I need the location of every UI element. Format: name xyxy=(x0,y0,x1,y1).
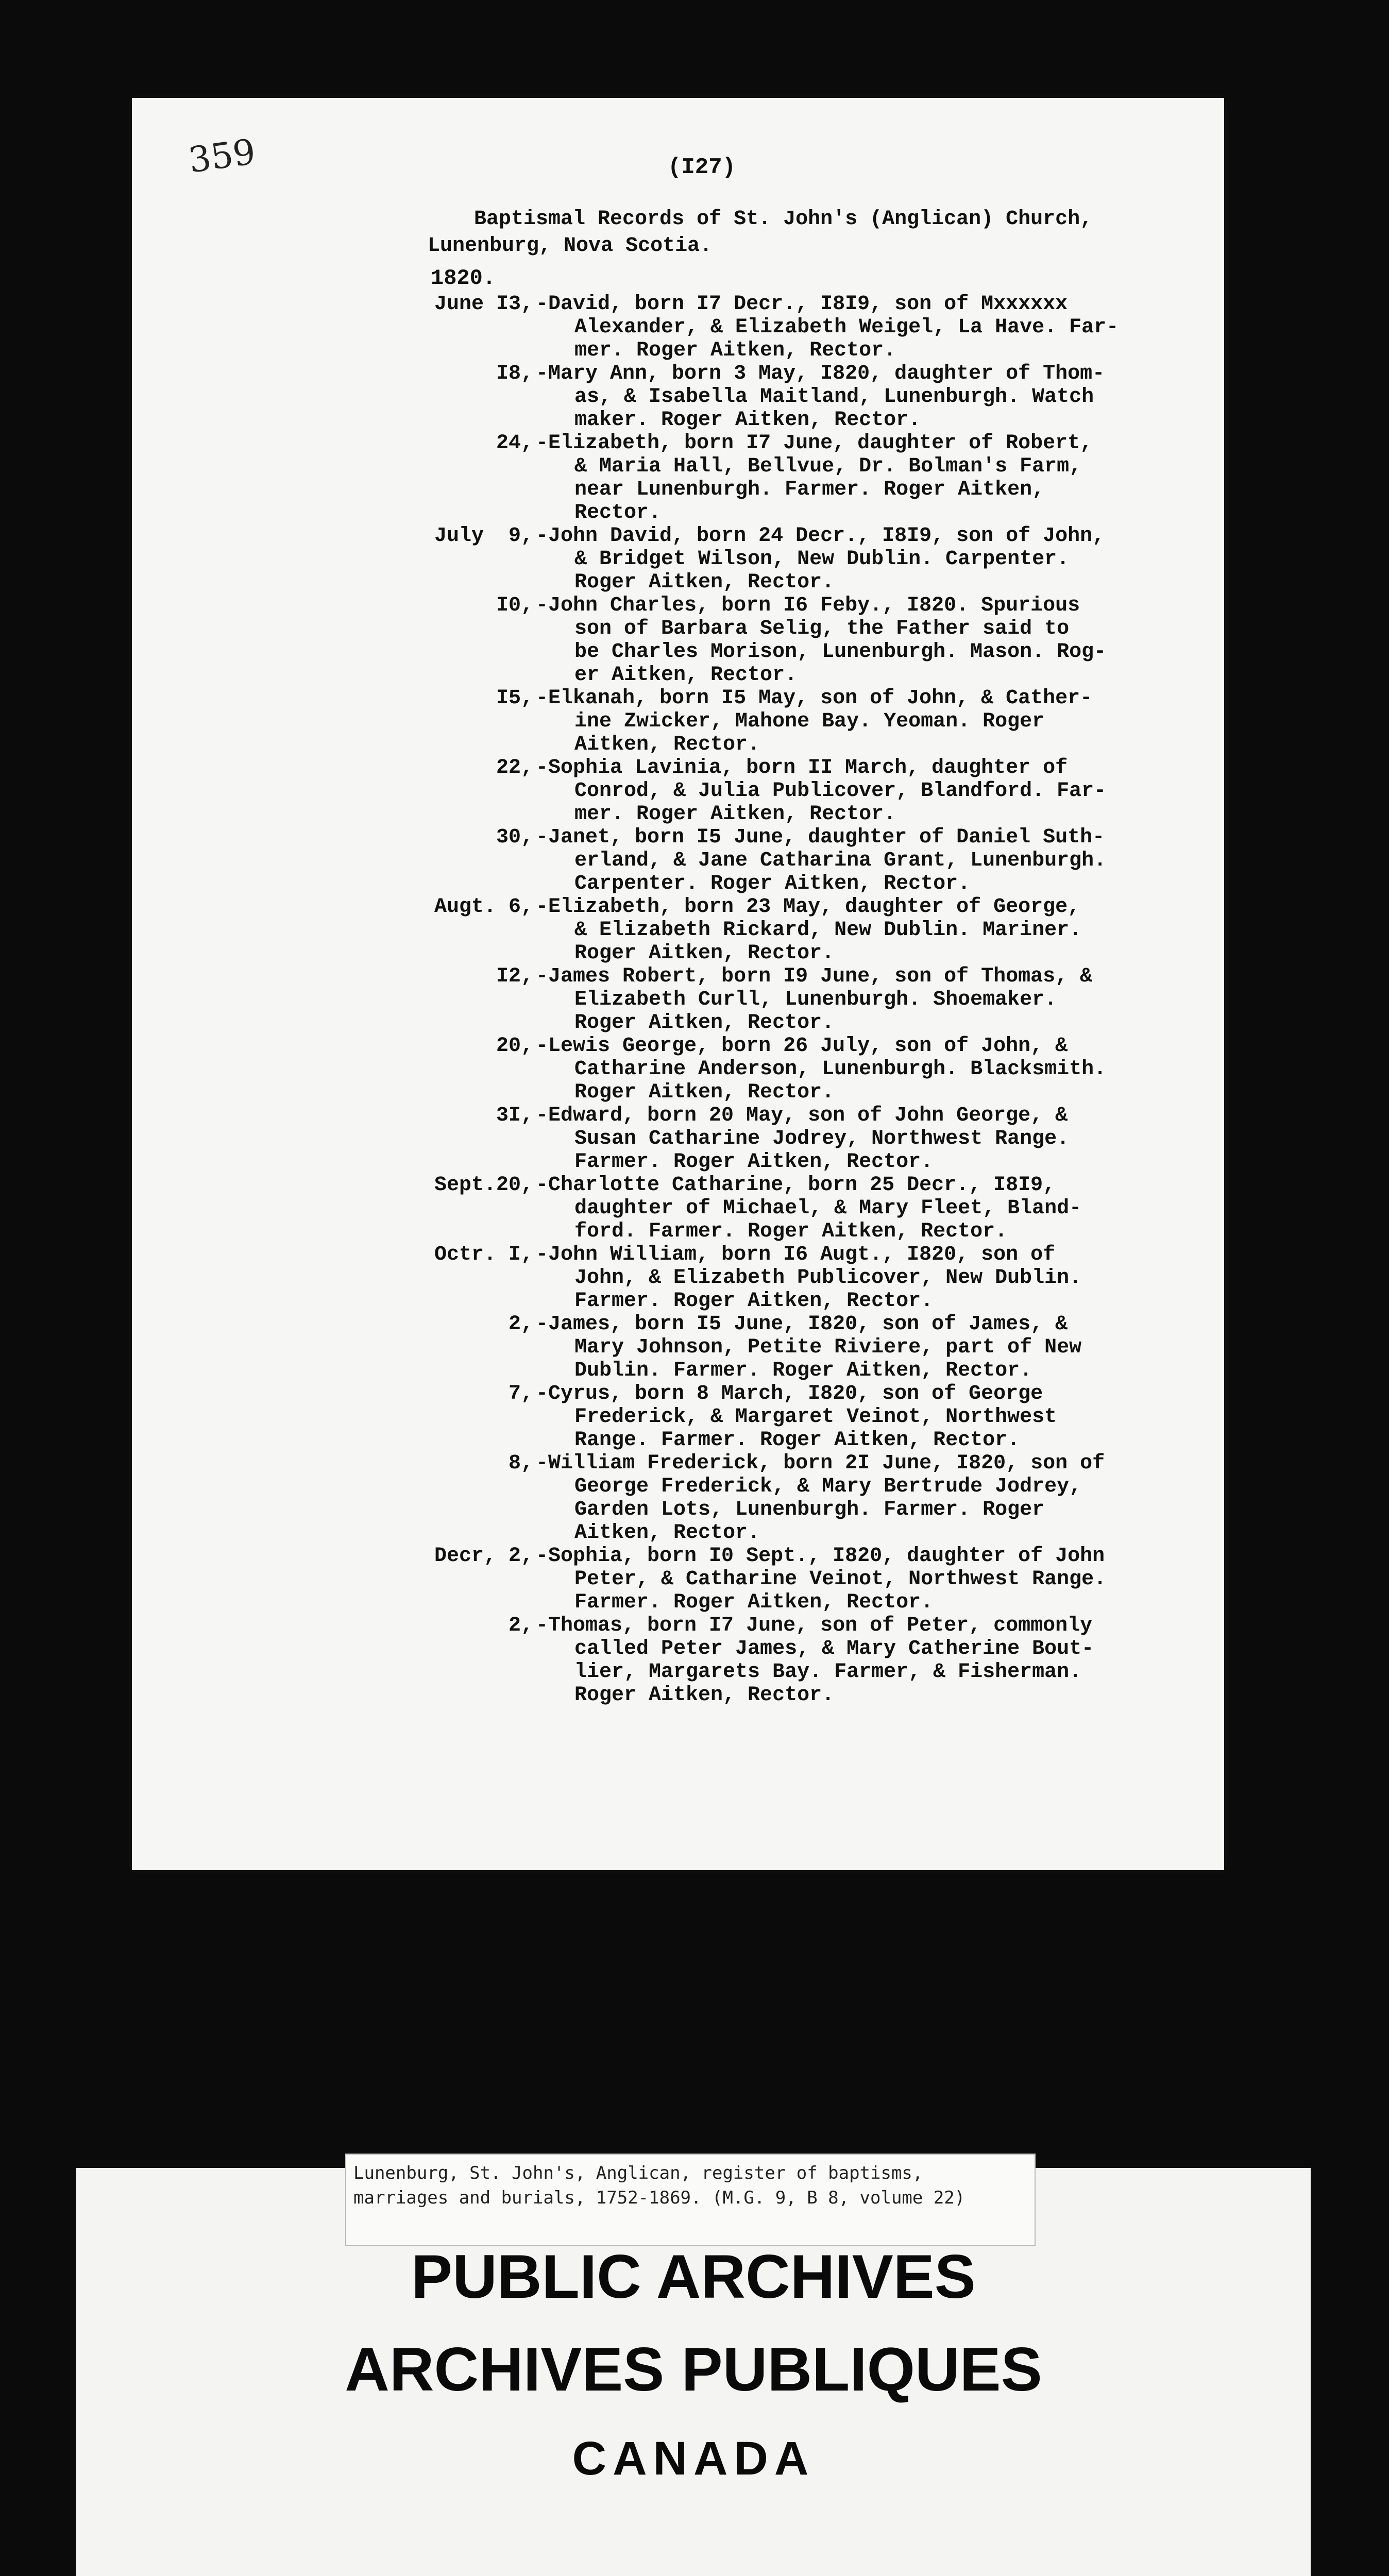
stamp-canada: CANADA xyxy=(572,2432,815,2485)
entry-text-line: -John William, born I6 Augt., I820, son of xyxy=(536,1243,1056,1266)
entry-text-line: -David, born I7 Decr., I8I9, son of Mxxxxxx xyxy=(536,293,1068,316)
entry-date: 24, xyxy=(496,432,533,455)
entry-text-line: mer. Roger Aitken, Rector. xyxy=(574,803,896,826)
entry-date: I8, xyxy=(496,362,533,385)
entry-text-line: & Maria Hall, Bellvue, Dr. Bolman's Farm, xyxy=(574,455,1082,478)
entry-text-line: Mary Johnson, Petite Riviere, part of New xyxy=(574,1336,1082,1359)
document-title xyxy=(428,206,1200,260)
entry-date: 7, xyxy=(508,1382,533,1405)
entry-text-line: George Frederick, & Mary Bertrude Jodrey, xyxy=(574,1475,1082,1498)
entry-text-line: -Sophia Lavinia, born II March, daughter of xyxy=(536,756,1068,779)
folio-number: 359 xyxy=(186,131,258,181)
entry-text-line: called Peter James, & Mary Catherine Bout- xyxy=(574,1637,1094,1660)
entry-text-line: mer. Roger Aitken, Rector. xyxy=(574,339,896,362)
entry-text-line: Frederick, & Margaret Veinot, Northwest xyxy=(574,1405,1057,1429)
entry-text-line: Roger Aitken, Rector. xyxy=(574,942,835,965)
entry-text-line: Carpenter. Roger Aitken, Rector. xyxy=(574,872,971,895)
entry-date: 22, xyxy=(496,756,533,779)
entry-text-line: -Elizabeth, born I7 June, daughter of Robert, xyxy=(536,432,1093,455)
entry-text-line: -Cyrus, born 8 March, I820, son of George xyxy=(536,1382,1043,1405)
entry-date: I5, xyxy=(496,687,533,710)
entry-date: Decr, 2, xyxy=(434,1545,533,1568)
page-number: (I27) xyxy=(668,155,736,180)
title-line-1: Baptismal Records of St. John's (Anglican) Church, xyxy=(474,208,1093,231)
archive-label-line-1: Lunenburg, St. John's, Anglican, register of baptisms, xyxy=(353,2163,923,2183)
entry-date: 2, xyxy=(508,1614,533,1637)
entry-text-line: Roger Aitken, Rector. xyxy=(574,1081,835,1104)
entry-text-line: -John David, born 24 Decr., I8I9, son of John, xyxy=(536,524,1105,548)
entry-text-line: Garden Lots, Lunenburgh. Farmer. Roger xyxy=(574,1498,1045,1521)
entry-text-line: Susan Catharine Jodrey, Northwest Range. xyxy=(574,1127,1070,1150)
entry-text-line: -Charlotte Catharine, born 25 Decr., I8I9, xyxy=(536,1174,1056,1197)
entry-text-line: Aitken, Rector. xyxy=(574,733,760,756)
entry-text-line: Conrod, & Julia Publicover, Blandford. Far- xyxy=(574,779,1107,803)
entry-text-line: Rector. xyxy=(574,501,662,524)
entry-date: Augt. 6, xyxy=(434,895,533,919)
entry-date: July 9, xyxy=(434,524,533,548)
entry-text-line: & Bridget Wilson, New Dublin. Carpenter. xyxy=(574,548,1070,571)
entry-text-line: Peter, & Catharine Veinot, Northwest Range. xyxy=(574,1568,1107,1591)
entry-text-line: lier, Margarets Bay. Farmer, & Fisherman. xyxy=(574,1660,1082,1684)
entry-date: I2, xyxy=(496,965,533,988)
entry-text-line: Aitken, Rector. xyxy=(574,1521,760,1545)
title-line-2: Lunenburg, Nova Scotia. xyxy=(428,234,713,258)
entry-date: 30, xyxy=(496,826,533,849)
entry-text-line: Farmer. Roger Aitken, Rector. xyxy=(574,1591,934,1614)
entry-text-line: -Sophia, born I0 Sept., I820, daughter of John xyxy=(536,1545,1105,1568)
entry-date: Sept.20, xyxy=(434,1174,533,1197)
stamp-public-archives: PUBLIC ARCHIVES xyxy=(411,2242,976,2311)
entry-date: 8, xyxy=(508,1452,533,1475)
archive-label xyxy=(345,2154,1036,2246)
entry-text-line: -James, born I5 June, I820, son of James, & xyxy=(536,1313,1068,1336)
entry-text-line: John, & Elizabeth Publicover, New Dublin. xyxy=(574,1266,1082,1290)
entry-text-line: Roger Aitken, Rector. xyxy=(574,1011,835,1035)
entry-text-line: ine Zwicker, Mahone Bay. Yeoman. Roger xyxy=(574,710,1045,733)
entry-text-line: -John Charles, born I6 Feby., I820. Spurious xyxy=(536,594,1080,617)
entry-date: Octr. I, xyxy=(434,1243,533,1266)
entry-text-line: -William Frederick, born 2I June, I820, son of xyxy=(536,1452,1105,1475)
entry-text-line: be Charles Morison, Lunenburgh. Mason. Rog- xyxy=(574,640,1107,664)
record-year: 1820. xyxy=(431,266,496,291)
entry-text-line: as, & Isabella Maitland, Lunenburgh. Watch xyxy=(574,385,1094,409)
entry-text-line: maker. Roger Aitken, Rector. xyxy=(574,409,921,432)
entry-text-line: -Elkanah, born I5 May, son of John, & Cather- xyxy=(536,687,1093,710)
entry-text-line: -Lewis George, born 26 July, son of John, & xyxy=(536,1035,1068,1058)
entry-text-line: -Edward, born 20 May, son of John George, & xyxy=(536,1104,1068,1127)
entry-text-line: near Lunenburgh. Farmer. Roger Aitken, xyxy=(574,478,1045,501)
entry-date: I0, xyxy=(496,594,533,617)
entry-text-line: -Janet, born I5 June, daughter of Daniel Suth- xyxy=(536,826,1105,849)
entry-date: 2, xyxy=(508,1313,533,1336)
entry-text-line: Farmer. Roger Aitken, Rector. xyxy=(574,1290,934,1313)
entry-text-line: Dublin. Farmer. Roger Aitken, Rector. xyxy=(574,1359,1032,1382)
entry-text-line: erland, & Jane Catharina Grant, Lunenburgh. xyxy=(574,849,1107,872)
entry-text-line: Roger Aitken, Rector. xyxy=(574,1684,835,1707)
entry-text-line: Elizabeth Curll, Lunenburgh. Shoemaker. xyxy=(574,988,1057,1011)
archive-label-line-2: marriages and burials, 1752-1869. (M.G. 9, B 8, volume 22) xyxy=(353,2188,965,2208)
entry-text-line: daughter of Michael, & Mary Fleet, Bland- xyxy=(574,1197,1082,1220)
entry-date: 20, xyxy=(496,1035,533,1058)
entry-text-line: ford. Farmer. Roger Aitken, Rector. xyxy=(574,1220,1008,1243)
entry-text-line: -Mary Ann, born 3 May, I820, daughter of Thom- xyxy=(536,362,1105,385)
entry-text-line: -Elizabeth, born 23 May, daughter of George, xyxy=(536,895,1080,919)
stamp-archives-publiques: ARCHIVES PUBLIQUES xyxy=(345,2335,1042,2404)
entry-text-line: -James Robert, born I9 June, son of Thomas, & xyxy=(536,965,1093,988)
entry-text-line: Alexander, & Elizabeth Weigel, La Have. Far- xyxy=(574,316,1119,339)
entry-text-line: Catharine Anderson, Lunenburgh. Blacksmith. xyxy=(574,1058,1107,1081)
entry-text-line: & Elizabeth Rickard, New Dublin. Mariner. xyxy=(574,919,1082,942)
entry-text-line: er Aitken, Rector. xyxy=(574,664,798,687)
entry-text-line: -Thomas, born I7 June, son of Peter, commonly xyxy=(536,1614,1093,1637)
entry-text-line: son of Barbara Selig, the Father said to xyxy=(574,617,1070,640)
entry-date: 3I, xyxy=(496,1104,533,1127)
entry-date: June I3, xyxy=(434,293,533,316)
entry-text-line: Range. Farmer. Roger Aitken, Rector. xyxy=(574,1429,1020,1452)
entry-text-line: Roger Aitken, Rector. xyxy=(574,571,835,594)
entry-text-line: Farmer. Roger Aitken, Rector. xyxy=(574,1150,934,1174)
